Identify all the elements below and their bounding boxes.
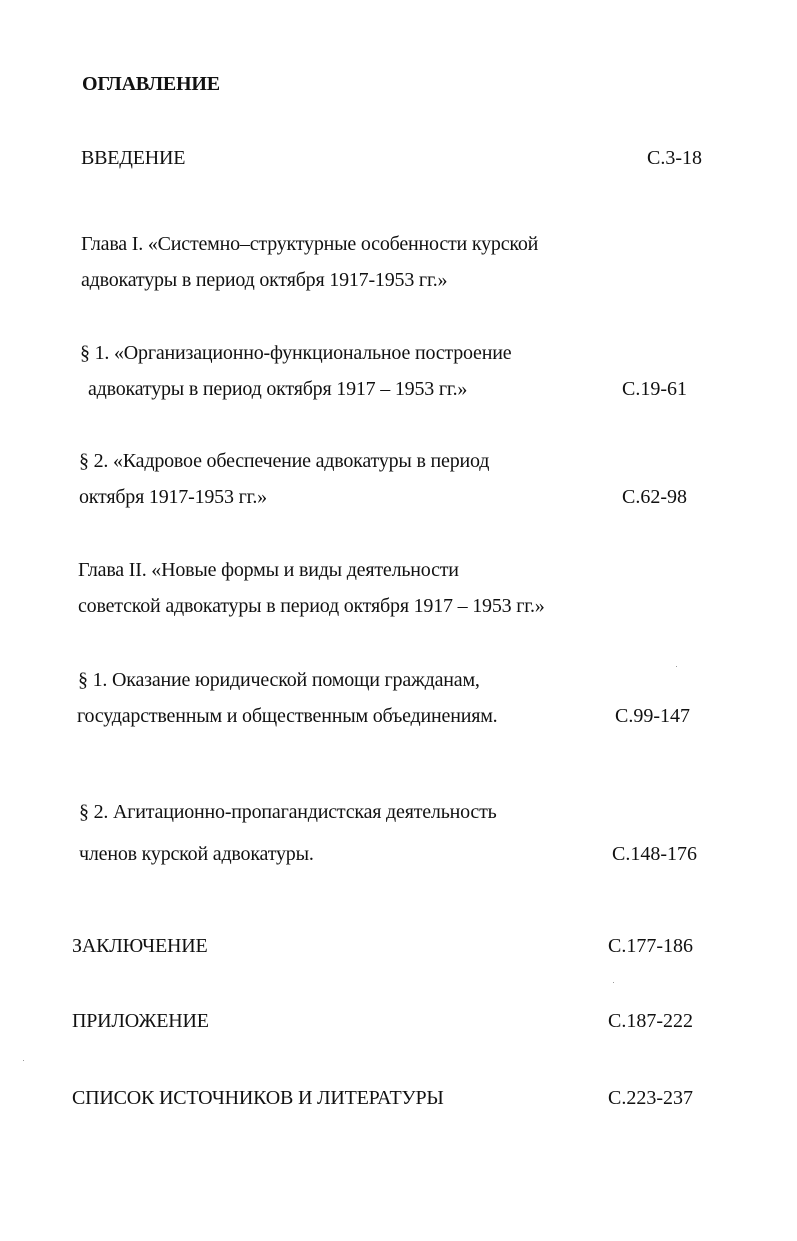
toc-ch2-s1-line1: § 1. Оказание юридической помощи гражданам, bbox=[78, 669, 480, 691]
scan-speck bbox=[676, 666, 677, 667]
toc-ch2-line2: советской адвокатуры в период октября 1917 – 1953 гг.» bbox=[78, 595, 545, 617]
toc-intro-pages: С.3-18 bbox=[647, 147, 702, 169]
toc-ch1-line1: Глава I. «Системно–структурные особенности курской bbox=[81, 233, 539, 255]
toc-sources-label: СПИСОК ИСТОЧНИКОВ И ЛИТЕРАТУРЫ bbox=[72, 1087, 444, 1109]
toc-ch2-s2-pages: С.148-176 bbox=[612, 843, 697, 865]
toc-ch2-s1-pages: С.99-147 bbox=[615, 705, 690, 727]
scan-speck bbox=[23, 1060, 24, 1061]
page-title: ОГЛАВЛЕНИЕ bbox=[82, 73, 220, 95]
toc-ch1-s1-line2: адвокатуры в период октября 1917 – 1953 гг.» bbox=[88, 378, 468, 400]
toc-ch1-s1-line1: § 1. «Организационно-функциональное построение bbox=[80, 342, 512, 364]
toc-ch2-s1-line2: государственным и общественным объединениям. bbox=[77, 705, 498, 727]
toc-ch1-s1-pages: С.19-61 bbox=[622, 378, 687, 400]
toc-sources-pages: С.223-237 bbox=[608, 1087, 693, 1109]
toc-conclusion-label: ЗАКЛЮЧЕНИЕ bbox=[72, 935, 208, 957]
toc-ch2-s2-line2: членов курской адвокатуры. bbox=[79, 843, 314, 865]
scan-speck bbox=[613, 982, 614, 983]
toc-ch1-s2-line1: § 2. «Кадровое обеспечение адвокатуры в период bbox=[79, 450, 490, 472]
toc-intro-label: ВВЕДЕНИЕ bbox=[81, 147, 186, 169]
toc-ch1-line2: адвокатуры в период октября 1917-1953 гг.» bbox=[81, 269, 448, 291]
toc-ch1-s2-pages: С.62-98 bbox=[622, 486, 687, 508]
toc-conclusion-pages: С.177-186 bbox=[608, 935, 693, 957]
toc-ch1-s2-line2: октября 1917-1953 гг.» bbox=[79, 486, 267, 508]
toc-appendix-pages: С.187-222 bbox=[608, 1010, 693, 1032]
toc-ch2-line1: Глава II. «Новые формы и виды деятельности bbox=[78, 559, 459, 581]
toc-appendix-label: ПРИЛОЖЕНИЕ bbox=[72, 1010, 209, 1032]
toc-ch2-s2-line1: § 2. Агитационно-пропагандистская деятельность bbox=[79, 801, 497, 823]
